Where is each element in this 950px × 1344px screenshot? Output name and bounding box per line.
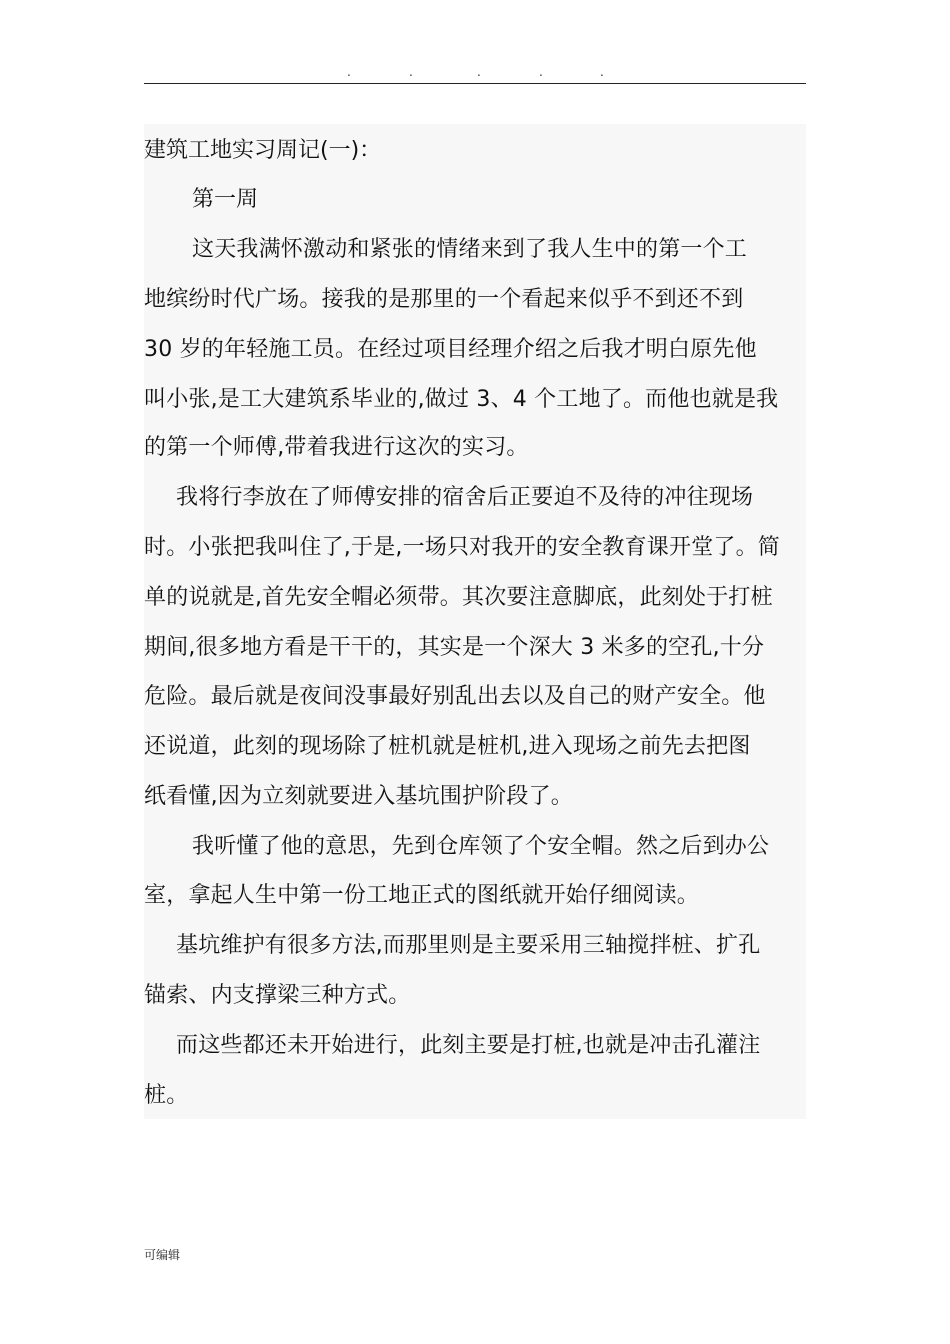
body-line: 期间,很多地方看是干干的，其实是一个深大 3 米多的空孔,十分	[144, 635, 765, 660]
body-line: 地缤纷时代广场。接我的是那里的一个看起来似乎不到还不到	[144, 287, 744, 312]
body-line: 单的说就是,首先安全帽必须带。其次要注意脚底，此刻处于打桩	[144, 585, 773, 610]
header-dot: .	[539, 65, 543, 79]
content-background	[144, 124, 806, 1119]
body-line: 的第一个师傅,带着我进行这次的实习。	[144, 435, 529, 460]
body-line: 锚索、内支撑梁三种方式。	[144, 983, 411, 1008]
body-line: 基坑维护有很多方法,而那里则是主要采用三轴搅拌桩、扩孔	[176, 933, 761, 958]
body-line: 还说道，此刻的现场除了桩机就是桩机,进入现场之前先去把图	[144, 734, 751, 759]
body-line: 桩。	[144, 1083, 189, 1108]
header-dot: .	[600, 65, 604, 79]
body-line: 室，拿起人生中第一份工地正式的图纸就开始仔细阅读。	[144, 883, 700, 908]
header-dot: .	[477, 65, 481, 79]
week-label: 第一周	[192, 187, 259, 212]
body-line: 我将行李放在了师傅安排的宿舍后正要迫不及待的冲往现场	[176, 485, 754, 510]
body-line: 30 岁的年轻施工员。在经过项目经理介绍之后我才明白原先他	[144, 337, 757, 362]
header-dot: .	[409, 65, 413, 79]
body-line: 危险。最后就是夜间没事最好别乱出去以及自己的财产安全。他	[144, 684, 766, 709]
body-line: 时。小张把我叫住了,于是,一场只对我开的安全教育课开堂了。简	[144, 535, 780, 560]
document-title: 建筑工地实习周记(一)：	[144, 138, 382, 163]
body-line: 纸看懂,因为立刻就要进入基坑围护阶段了。	[144, 784, 573, 809]
page-header-dots	[144, 66, 806, 82]
header-dot: .	[347, 65, 351, 79]
body-line: 叫小张,是工大建筑系毕业的,做过 3、4 个工地了。而他也就是我	[144, 387, 779, 412]
body-line: 我听懂了他的意思，先到仓库领了个安全帽。然之后到办公	[192, 834, 770, 859]
body-line: 这天我满怀激动和紧张的情绪来到了我人生中的第一个工	[192, 237, 748, 262]
header-rule	[144, 83, 806, 84]
body-line: 而这些都还未开始进行，此刻主要是打桩,也就是冲击孔灌注	[176, 1033, 761, 1058]
footer-editable-label: 可编辑	[144, 1248, 181, 1262]
